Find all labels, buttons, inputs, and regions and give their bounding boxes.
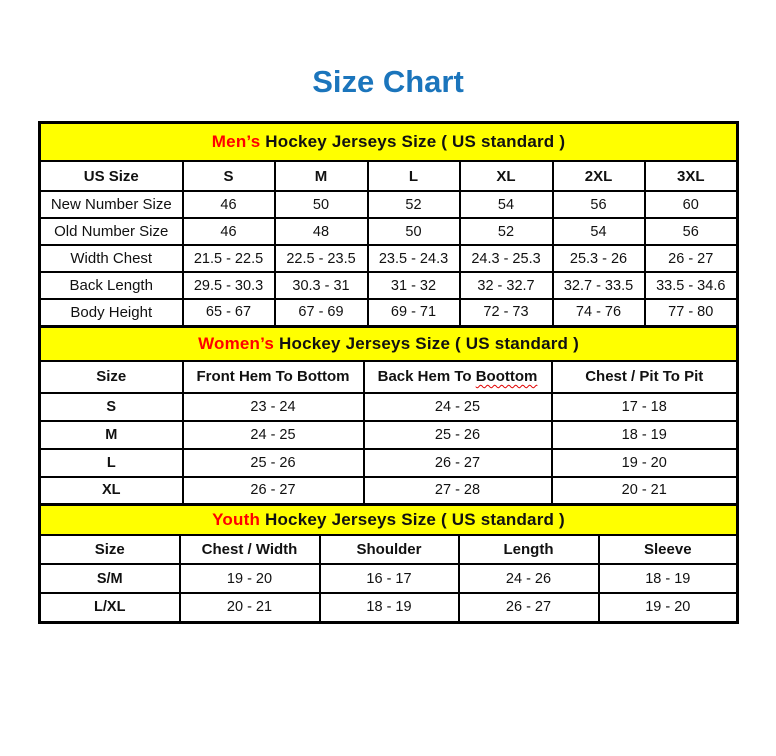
row-label: S/M [40,564,180,593]
womens-banner-text: Hockey Jerseys Size ( US standard ) [274,333,579,353]
size-value-cell: 72 - 73 [460,299,553,326]
table-row [40,272,738,299]
mens-header-row [40,161,738,191]
column-header: Shoulder [320,535,459,564]
column-header: 2XL [553,161,645,191]
mens-banner-text: Hockey Jerseys Size ( US standard ) [260,132,566,151]
size-value-cell: 20 - 21 [180,593,320,622]
mens-table-banner [40,123,738,162]
table-row [40,393,738,421]
column-header [364,361,552,393]
table-row [40,245,738,272]
size-value-cell: 31 - 32 [368,272,460,299]
column-header: S [183,161,275,191]
size-value-cell: 29.5 - 30.3 [183,272,275,299]
column-header: Size [40,535,180,564]
size-value-cell: 19 - 20 [599,593,738,622]
table-row [40,421,738,449]
column-header: Chest / Pit To Pit [552,361,738,393]
column-header-text: Back Hem To [377,368,476,385]
size-value-cell: 26 - 27 [645,245,738,272]
row-label: S [40,393,183,421]
youth-banner-text: Hockey Jerseys Size ( US standard ) [260,510,565,529]
youth-table-banner [40,505,738,536]
mens-size-table [38,121,739,328]
size-value-cell: 24 - 25 [364,393,552,421]
size-value-cell: 52 [460,218,553,245]
size-value-cell: 22.5 - 23.5 [275,245,368,272]
mens-banner-row [40,123,738,162]
size-value-cell: 23 - 24 [183,393,364,421]
size-value-cell: 21.5 - 22.5 [183,245,275,272]
size-value-cell: 18 - 19 [320,593,459,622]
size-value-cell: 19 - 20 [552,449,738,477]
size-value-cell: 26 - 27 [183,477,364,505]
size-value-cell: 32 - 32.7 [460,272,553,299]
size-value-cell: 25 - 26 [183,449,364,477]
size-value-cell: 25.3 - 26 [553,245,645,272]
womens-banner-row [40,326,738,361]
row-label: L [40,449,183,477]
size-value-cell: 18 - 19 [552,421,738,449]
size-value-cell: 50 [368,218,460,245]
size-value-cell: 19 - 20 [180,564,320,593]
row-label: M [40,421,183,449]
youth-size-table [38,503,739,624]
size-value-cell: 33.5 - 34.6 [645,272,738,299]
size-value-cell: 74 - 76 [553,299,645,326]
size-value-cell: 18 - 19 [599,564,738,593]
table-row [40,299,738,326]
youth-header-row [40,535,738,564]
mens-banner-highlight: Men’s [211,132,261,151]
column-header: M [275,161,368,191]
column-header: Size [40,361,183,393]
misspelled-word: Boottom [475,368,538,385]
column-header: Length [459,535,599,564]
size-value-cell: 20 - 21 [552,477,738,505]
size-value-cell: 48 [275,218,368,245]
row-label: Old Number Size [40,218,183,245]
size-value-cell: 24.3 - 25.3 [460,245,553,272]
size-value-cell: 32.7 - 33.5 [553,272,645,299]
column-header: US Size [40,161,183,191]
size-value-cell: 69 - 71 [368,299,460,326]
size-value-cell: 25 - 26 [364,421,552,449]
youth-banner-row [40,505,738,536]
size-value-cell: 26 - 27 [459,593,599,622]
size-value-cell: 77 - 80 [645,299,738,326]
size-value-cell: 30.3 - 31 [275,272,368,299]
size-value-cell: 23.5 - 24.3 [368,245,460,272]
size-value-cell: 24 - 25 [183,421,364,449]
size-chart-sheet [38,121,736,624]
size-value-cell: 46 [183,191,275,218]
column-header: XL [460,161,553,191]
size-value-cell: 26 - 27 [364,449,552,477]
size-value-cell: 27 - 28 [364,477,552,505]
size-value-cell: 54 [553,218,645,245]
table-row [40,564,738,593]
womens-table-banner [40,326,738,361]
womens-header-row [40,361,738,393]
size-value-cell: 54 [460,191,553,218]
table-row [40,477,738,505]
size-value-cell: 65 - 67 [183,299,275,326]
row-label: Back Length [40,272,183,299]
page-title: Size Chart [312,64,464,99]
size-value-cell: 46 [183,218,275,245]
size-value-cell: 56 [553,191,645,218]
size-value-cell: 60 [645,191,738,218]
size-value-cell: 50 [275,191,368,218]
size-value-cell: 52 [368,191,460,218]
row-label: Width Chest [40,245,183,272]
size-value-cell: 16 - 17 [320,564,459,593]
table-row [40,218,738,245]
womens-size-table [38,325,739,507]
row-label: XL [40,477,183,505]
size-value-cell: 17 - 18 [552,393,738,421]
column-header: L [368,161,460,191]
row-label: L/XL [40,593,180,622]
table-row [40,191,738,218]
column-header: Sleeve [599,535,738,564]
column-header: Front Hem To Bottom [183,361,364,393]
row-label: Body Height [40,299,183,326]
size-value-cell: 24 - 26 [459,564,599,593]
size-value-cell: 56 [645,218,738,245]
youth-banner-highlight: Youth [212,510,261,529]
womens-banner-highlight: Women’s [198,333,275,353]
size-value-cell: 67 - 69 [275,299,368,326]
row-label: New Number Size [40,191,183,218]
column-header: Chest / Width [180,535,320,564]
column-header: 3XL [645,161,738,191]
table-row [40,449,738,477]
table-row [40,593,738,622]
